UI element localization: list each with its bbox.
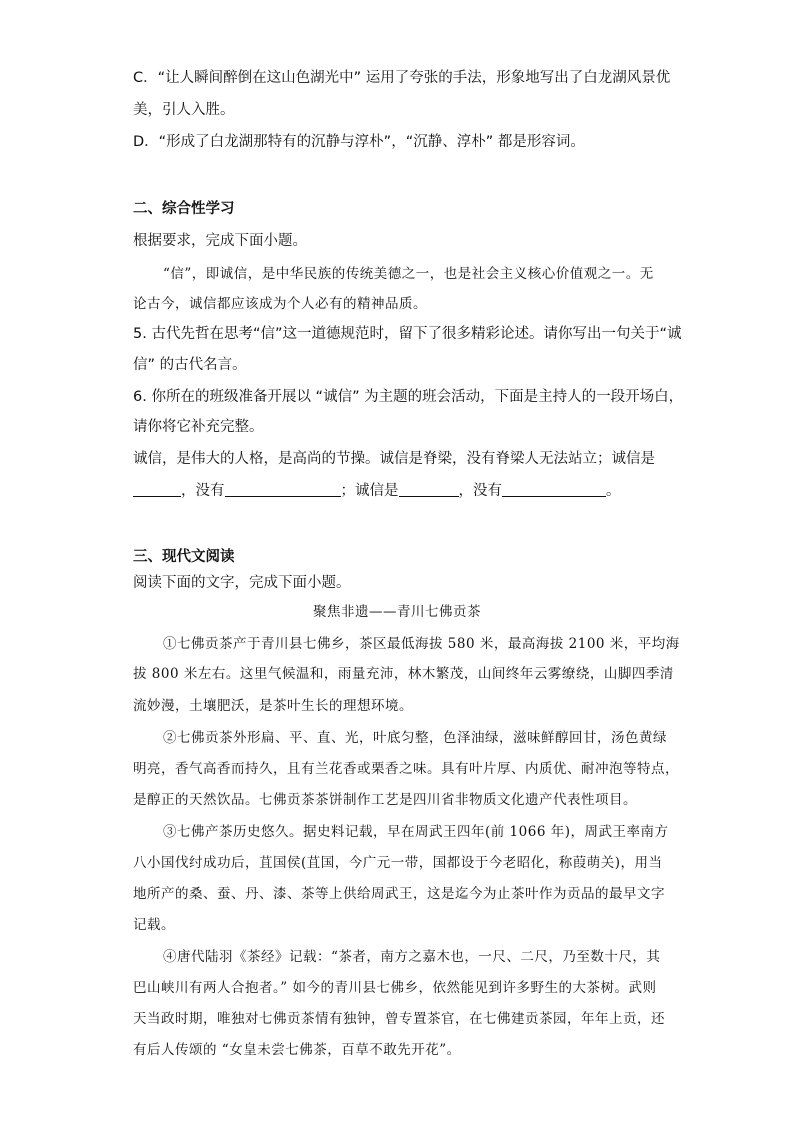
question-5-line2: 信” 的古代名言。 <box>133 357 247 373</box>
quote-line2: 论古今，诚信都应该成为个人必有的精神品质。 <box>133 296 427 312</box>
option-c-line1: C．“让人瞬间醉倒在这山色湖光中” 运用了夸张的手法，形象地写出了白龙湖风景优 <box>133 70 671 86</box>
p3-line3: 地所产的桑、蚕、丹、漆、茶等上供给周武王，这是迄今为止茶叶作为贡品的最早文字 <box>133 886 665 902</box>
p1-line2: 拔 800 米左右。这里气候温和，雨量充沛，林木繁茂，山间终年云雾缭绕，山脚四季清 <box>133 666 674 682</box>
option-d-line: D．“形成了白龙湖那特有的沉静与淳朴”，“沉静、淳朴” 都是形容词。 <box>133 134 585 150</box>
fill-text-1: ，没有 <box>181 483 225 499</box>
question-6-line2: 请你将它补充完整。 <box>133 419 264 435</box>
answer-blank-3[interactable] <box>399 482 459 497</box>
p1-line1: ①七佛贡茶产于青川县七佛乡，茶区最低海拔 580 米，最高海拔 2100 米，平均海 <box>163 636 680 652</box>
answer-blank-1[interactable] <box>133 482 181 497</box>
answer-blank-2[interactable] <box>225 482 341 497</box>
p3-line4: 记载。 <box>133 917 175 933</box>
p4-line1: ④唐代陆羽《茶经》记载：“茶者，南方之嘉木也，一尺、二尺，乃至数十尺，其 <box>163 949 661 965</box>
fill-text-2: ；诚信是 <box>340 483 399 499</box>
fill-text-3: ，没有 <box>458 483 502 499</box>
answer-blank-4[interactable] <box>502 482 606 497</box>
p1-line3: 流妙漫，土壤肥沃，是茶叶生长的理想环境。 <box>133 698 413 714</box>
article-title: 聚焦非遗——青川七佛贡茶 <box>313 604 481 620</box>
question-5-line1: 5. 古代先哲在思考“信”这一道德规范时，留下了很多精彩论述。请你写出一句关于“诚 <box>133 326 682 342</box>
p4-line2: 巴山峡川有两人合抱者。” 如今的青川县七佛乡，依然能见到许多野生的大茶树。武则 <box>133 980 657 996</box>
p2-line2: 明亮，香气高香而持久，且有兰花香或栗香之味。具有叶片厚、内质优、耐冲泡等特点， <box>133 761 679 777</box>
p3-line1: ③七佛产茶历史悠久。据史料记载，早在周武王四年(前 1066 年)，周武王率南方 <box>163 824 669 840</box>
section2-instruction: 根据要求，完成下面小题。 <box>133 233 307 249</box>
section2-heading: 二、综合性学习 <box>133 201 235 217</box>
p4-line4: 有后人传颂的 “女皇未尝七佛茶，百草不敢先开花”。 <box>133 1042 461 1058</box>
quote-line1: “信”，即诚信，是中华民族的传统美德之一，也是社会主义核心价值观之一。无 <box>163 266 654 282</box>
p3-line2: 八小国伐纣成功后，苴国侯(苴国，今广元一带，国都设于今老昭化，称葭萌关)，用当 <box>133 855 663 871</box>
fill-line1: 诚信，是伟大的人格，是高尚的节操。诚信是脊梁，没有脊梁人无法站立；诚信是 <box>133 451 655 467</box>
section3-heading: 三、现代文阅读 <box>133 549 235 565</box>
p4-line3: 天当政时期，唯独对七佛贡茶情有独钟，曾专置茶官，在七佛建贡茶园，年年上贡，还 <box>133 1011 665 1027</box>
section3-instruction: 阅读下面的文字，完成下面小题。 <box>133 575 351 591</box>
option-c-line2: 美，引人入胜。 <box>133 102 235 118</box>
p2-line3: 是醇正的天然饮品。七佛贡茶茶饼制作工艺是四川省非物质文化遗产代表性项目。 <box>133 792 637 808</box>
p2-line1: ②七佛贡茶外形扁、平、直、光，叶底匀整，色泽油绿，滋味鲜醇回甘，汤色黄绿 <box>163 730 667 746</box>
question-6-line1: 6. 你所在的班级准备开展以 “诚信” 为主题的班会活动，下面是主持人的一段开场白， <box>133 389 684 405</box>
fill-text-end: 。 <box>606 483 621 499</box>
fill-line2 <box>133 479 621 500</box>
